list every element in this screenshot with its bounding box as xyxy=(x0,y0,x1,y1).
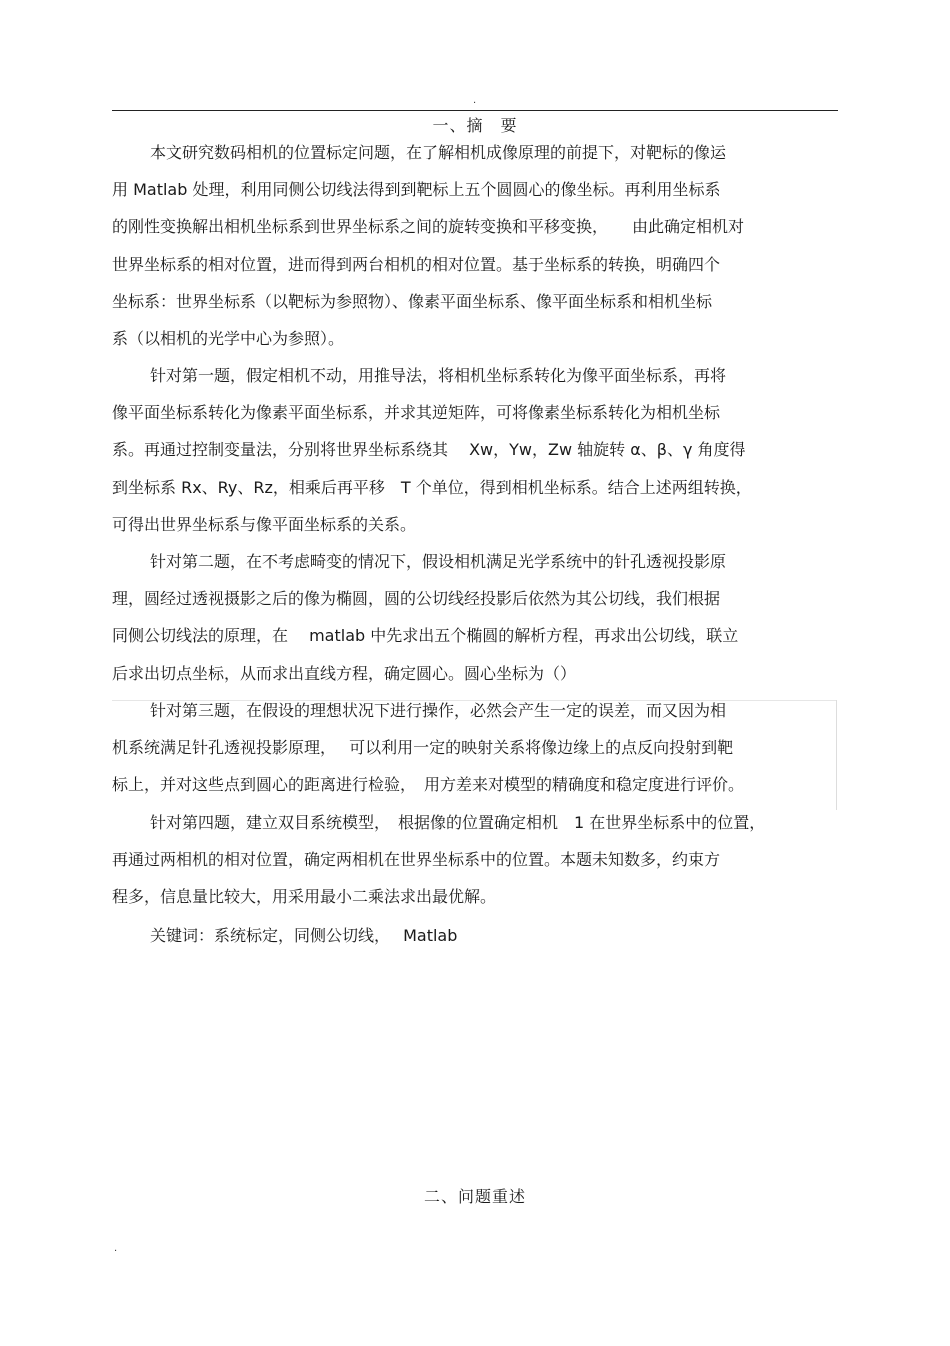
paragraph-line: 系。再通过控制变量法，分别将世界坐标系绕其 Xw，Yw，Zw 轴旋转 α、β、γ 角度得 xyxy=(112,440,746,460)
paragraph-line: 后求出切点坐标，从而求出直线方程，确定圆心。圆心坐标为（） xyxy=(112,663,577,683)
paragraph-line: 针对第二题，在不考虑畸变的情况下，假设相机满足光学系统中的针孔透视投影原 xyxy=(150,552,727,571)
problem-restatement-title: 二、问题重述 xyxy=(423,1187,526,1206)
paragraph-line: 理，圆经过透视摄影之后的像为椭圆，圆的公切线经投影后依然为其公切线，我们根据 xyxy=(112,589,721,609)
paragraph-line: 可得出世界坐标系与像平面坐标系的关系。 xyxy=(112,514,417,534)
paragraph-line: 针对第一题，假定相机不动，用推导法，将相机坐标系转化为像平面坐标系，再将 xyxy=(150,366,727,385)
paragraph-line: 本文研究数码相机的位置标定问题，在了解相机成像原理的前提下，对靶标的像运 xyxy=(150,143,727,162)
paragraph-line: 标上，并对这些点到圆心的距离进行检验， 用方差来对模型的精确度和稳定度进行评价。 xyxy=(112,775,745,795)
paragraph-line: 系（以相机的光学中心为参照）。 xyxy=(112,328,345,348)
abstract-paragraph-4 xyxy=(112,692,838,804)
paragraph-line: 像平面坐标系转化为像素平面坐标系，并求其逆矩阵，可将像素坐标系转化为相机坐标 xyxy=(112,403,721,423)
abstract-title: 一、摘 要 xyxy=(432,116,518,135)
abstract-paragraph-5 xyxy=(112,804,838,916)
footer-dot: . xyxy=(114,1243,118,1254)
header-rule xyxy=(112,110,838,111)
keywords-line: 关键词：系统标定，同侧公切线， Matlab xyxy=(150,926,458,945)
paragraph-line: 世界坐标系的相对位置，进而得到两台相机的相对位置。基于坐标系的转换，明确四个 xyxy=(112,254,721,274)
paragraph-line: 机系统满足针孔透视投影原理， 可以利用一定的映射关系将像边缘上的点反向投射到靶 xyxy=(112,738,734,758)
paragraph-line: 的刚性变换解出相机坐标系到世界坐标系之间的旋转变换和平移变换， 由此确定相机对 xyxy=(112,217,745,237)
paragraph-line: 用 Matlab 处理，利用同侧公切线法得到到靶标上五个圆圆心的像坐标。再利用坐标系 xyxy=(112,180,721,200)
paragraph-line: 针对第四题，建立双目系统模型， 根据像的位置确定相机 1 在世界坐标系中的位置， xyxy=(150,813,766,832)
abstract-paragraph-2 xyxy=(112,357,838,543)
paragraph-line: 针对第三题，在假设的理想状况下进行操作，必然会产生一定的误差，而又因为相 xyxy=(150,701,727,720)
keywords xyxy=(112,917,838,954)
abstract-paragraph-3 xyxy=(112,543,838,692)
paragraph-line: 坐标系：世界坐标系（以靶标为参照物）、像素平面坐标系、像平面坐标系和相机坐标 xyxy=(112,291,713,311)
paragraph-line: 到坐标系 Rx、Ry、Rz，相乘后再平移 T 个单位，得到相机坐标系。结合上述两组转换， xyxy=(112,477,752,497)
paragraph-line: 同侧公切线法的原理，在 matlab 中先求出五个椭圆的解析方程，再求出公切线，联立 xyxy=(112,626,739,646)
abstract-paragraph-1 xyxy=(112,134,838,357)
paragraph-line: 再通过两相机的相对位置，确定两相机在世界坐标系中的位置。本题未知数多，约束方 xyxy=(112,850,721,870)
paragraph-line: 程多，信息量比较大，用采用最小二乘法求出最优解。 xyxy=(112,887,497,907)
header-dot: . xyxy=(473,95,477,106)
